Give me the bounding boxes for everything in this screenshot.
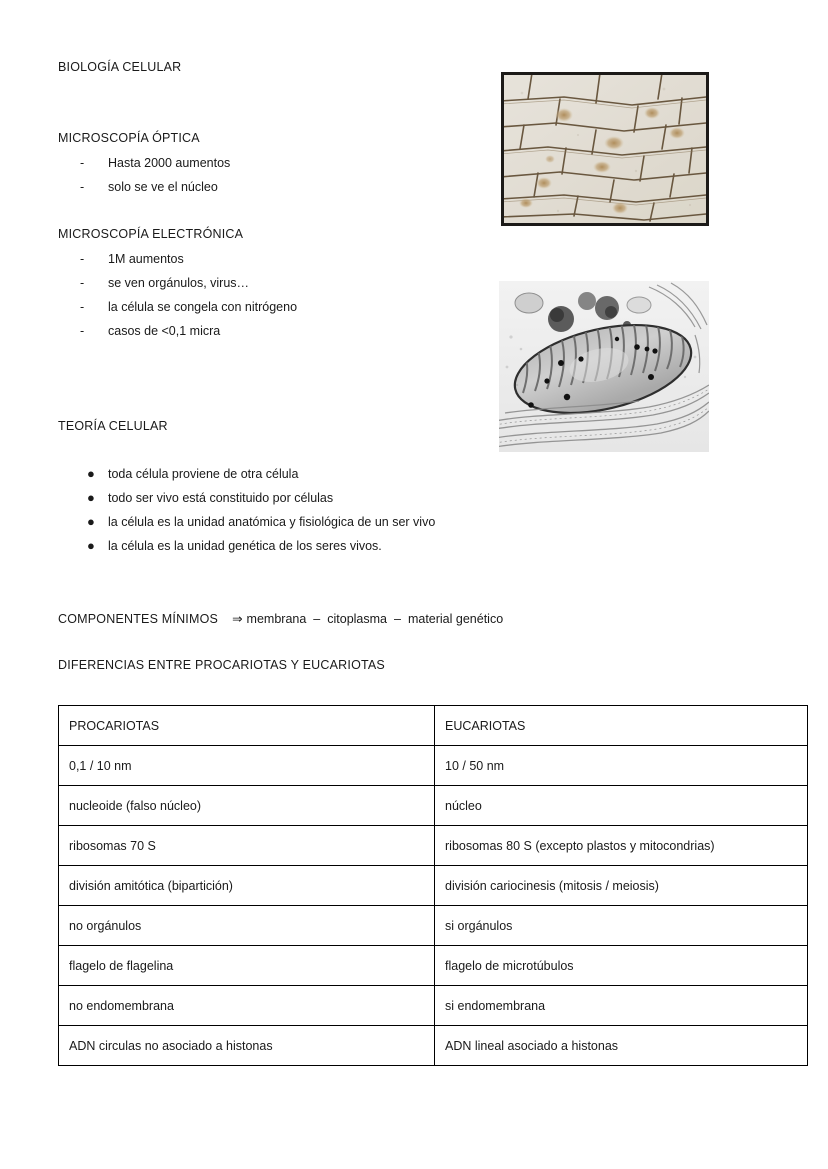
section-heading-optical-microscopy: MICROSCOPÍA ÓPTICA (58, 131, 200, 145)
list-item-label: todo ser vivo está constituido por células (108, 491, 334, 505)
list-item-label: toda célula proviene de otra célula (108, 467, 299, 481)
table-cell: flagelo de flagelina (59, 946, 435, 986)
list-item-label: la célula se congela con nitrógeno (108, 300, 298, 314)
list-item-label: casos de <0,1 micra (108, 324, 221, 338)
dash-separator-icon: – (313, 612, 321, 626)
table-cell: núcleo (435, 786, 808, 826)
list-item-label: la célula es la unidad genética de los seres vivos. (108, 539, 382, 553)
round-bullet-icon: ● (87, 514, 95, 529)
table-cell: flagelo de microtúbulos (435, 946, 808, 986)
table-row (59, 946, 808, 986)
page-title: BIOLOGÍA CELULAR (58, 60, 182, 74)
table-cell: ADN lineal asociado a histonas (435, 1026, 808, 1066)
onion-epidermis-light-micrograph (504, 75, 706, 223)
table-row (59, 826, 808, 866)
table-row (59, 906, 808, 946)
minimum-components-line (58, 611, 503, 626)
component-genetic-material: material genético (407, 612, 504, 626)
minimum-components-label: COMPONENTES MÍNIMOS (58, 612, 219, 626)
list-item-label: 1M aumentos (108, 252, 184, 266)
table-cell: ribosomas 70 S (59, 826, 435, 866)
table-row (59, 786, 808, 826)
dash-bullet-icon: - (80, 156, 85, 170)
table-row (59, 1026, 808, 1066)
electron-microscopy-figure (499, 281, 709, 452)
round-bullet-icon: ● (87, 466, 95, 481)
comparison-table-wrapper (58, 705, 765, 1066)
optical-microscopy-figure (501, 72, 709, 226)
dash-bullet-icon: - (80, 300, 85, 314)
table-row (59, 866, 808, 906)
table-cell: división cariocinesis (mitosis / meiosis) (435, 866, 808, 906)
double-arrow-icon: ⇒ (232, 612, 243, 626)
column-header-prokaryotes: PROCARIOTAS (59, 706, 435, 746)
table-cell: no endomembrana (59, 986, 435, 1026)
table-cell: nucleoide (falso núcleo) (59, 786, 435, 826)
table-cell: ribosomas 80 S (excepto plastos y mitocondrias) (435, 826, 808, 866)
round-bullet-icon: ● (87, 490, 95, 505)
prokaryote-eukaryote-table (58, 705, 808, 1066)
table-row (59, 746, 808, 786)
list-item-label: Hasta 2000 aumentos (108, 156, 231, 170)
dash-bullet-icon: - (80, 180, 85, 194)
column-header-eukaryotes: EUCARIOTAS (435, 706, 808, 746)
component-membrane: membrana (246, 612, 307, 626)
component-cytoplasm: citoplasma (327, 612, 387, 626)
table-cell: 10 / 50 nm (435, 746, 808, 786)
table-cell: 0,1 / 10 nm (59, 746, 435, 786)
table-cell: ADN circulas no asociado a histonas (59, 1026, 435, 1066)
list-item-label: la célula es la unidad anatómica y fisiológica de un ser vivo (108, 515, 436, 529)
table-row (59, 986, 808, 1026)
dash-bullet-icon: - (80, 276, 85, 290)
table-cell: si orgánulos (435, 906, 808, 946)
dash-separator-icon: – (394, 612, 401, 626)
table-cell: división amitótica (bipartición) (59, 866, 435, 906)
section-heading-cell-theory: TEORÍA CELULAR (58, 419, 168, 433)
table-header-row (59, 706, 808, 746)
dash-bullet-icon: - (80, 324, 85, 338)
dash-bullet-icon: - (80, 252, 85, 266)
mitochondrion-electron-micrograph (499, 281, 709, 452)
list-item-label: solo se ve el núcleo (108, 180, 218, 194)
section-heading-differences: DIFERENCIAS ENTRE PROCARIOTAS Y EUCARIOTAS (58, 658, 385, 672)
table-cell: no orgánulos (59, 906, 435, 946)
section-heading-electron-microscopy: MICROSCOPÍA ELECTRÓNICA (58, 227, 244, 241)
list-item-label: se ven orgánulos, virus… (108, 276, 250, 290)
round-bullet-icon: ● (87, 538, 95, 553)
table-cell: si endomembrana (435, 986, 808, 1026)
